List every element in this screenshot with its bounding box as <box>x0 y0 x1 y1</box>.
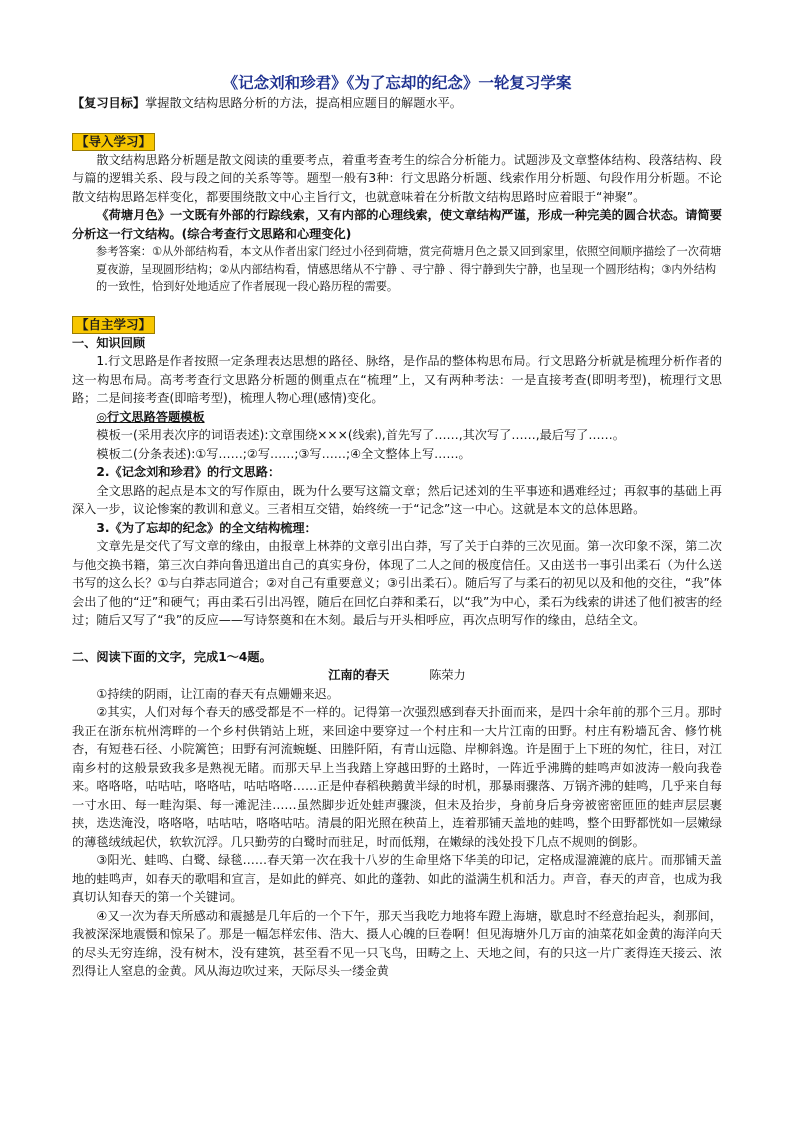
goal-text: 掌握散文结构思路分析的方法，提高相应题目的解题水平。 <box>145 96 462 110</box>
intro-paragraph: 散文结构思路分析题是散文阅读的重要考点，着重考查考生的综合分析能力。试题涉及文章整体结构、段落结构、段与篇的逻辑关系、段与段之间的关系等等。题型一般有3种：行文思路分析题、线索作用分析题、句段作用分析题。不论散文结构思路怎样变化，都要围绕散文中心主旨行文，也就意味着在分析散文结构思路时应着眼于“神聚”。 <box>72 152 722 204</box>
self-heading: 【自主学习】 <box>72 316 155 334</box>
intro-question: 《荷塘月色》一文既有外部的行踪线索，又有内部的心理线索，使文章结构严谨，形成一种完美的圆合状态。请简要分析这一行文结构。(综合考查行文思路和心理变化) <box>72 208 722 241</box>
knowledge-review-title: 一、知识回顾 <box>72 335 146 350</box>
section-2-title: 2.《记念刘和珍君》的行文思路： <box>96 465 281 479</box>
intro-heading-wrap <box>72 131 722 151</box>
answer-text: ①从外部结构看，本文从作者出家门经过小径到荷塘，赏完荷塘月色之景又回到家里，依照空间顺序描绘了一次荷塘夏夜游，呈现圆形结构；②从内部结构看，情感思绪从不宁静 、寻宁静 、得宁静到失宁静，也呈现一个圆形结构；③内外结构的一致性，恰到好处地适应了作者展现一段心路历程的需要。 <box>96 245 722 293</box>
knowledge-paragraph-1: 1.行文思路是作者按照一定条理表达思想的路径、脉络，是作品的整体构思布局。行文思路分析就是梳理分析作者的这一构思布局。高考考查行文思路分析题的侧重点在“梳理”上，又有两种考法：一是直接考查(即明考型)，梳理行文思路；二是间接考查(即暗考型)，梳理人物心理(感情)变化。 <box>72 354 722 405</box>
page-title: 《记念刘和珍君》《为了忘却的纪念》一轮复习学案 <box>222 74 572 92</box>
goal-label: 【复习目标】 <box>72 96 146 110</box>
essay-paragraph-2: ②其实，人们对每个春天的感受都是不一样的。记得第一次强烈感到春天扑面而来，是四十余年前的那个三月。那时我正在浙东杭州湾畔的一个乡村供销站上班，来回途中要穿过一个村庄和一大片江南的田野。村庄有粉墙瓦舍、修竹桃杏，有短巷石径、小院篱笆；田野有河流蜿蜒、田塍阡陌，有青山远隐、岸柳斜逸。许是囿于上下班的匆忙，往日，对江南乡村的这般景致我多是熟视无睹。而那天早上当我踏上穿越田野的土路时，一阵近乎沸腾的蛙鸣声如波涛一般向我卷来。咯咯咯，咕咕咕，咯咯咕，咕咕咯咯……正是仲春稻秧鹅黄半绿的时机，那暴雨骤落、万锅齐沸的蛙鸣，几乎来自每一寸水田、每一畦沟渠、每一滩泥洼……虽然脚步近处蛙声骤淡，但未及抬步，身前身后身旁被密密匝匝的蛙声层层裹挟，迭迭淹没，咯咯咯，咕咕咕，咯咯咕咕。清晨的阳光照在秧苗上，连着那铺天盖地的蛙鸣，整个田野都恍如一层嫩绿的薄毯绒绒起伏，软软沉浮。几只勤劳的白鹭时而驻足，时而低翔，在嫩绿的浅处投下几点不规则的倒影。 <box>72 705 722 849</box>
essay-title: 江南的春天 <box>328 668 390 682</box>
template-two: 模板二(分条表述):①写……;②写……;③写……;④全文整体上写……。 <box>96 446 471 461</box>
answer-label: 参考答案： <box>96 245 152 258</box>
section-3-title: 3.《为了忘却的纪念》的全文结构梳理： <box>96 520 317 535</box>
section-2-paragraph: 全文思路的起点是本文的写作原由，既为什么要写这篇文章；然后记述刘的生平事迹和遇难经过；再叙事的基础上再深入一步，议论惨案的教训和意义。三者相互交错，始终统一于“记念”这一中心。这就是本文的总体思路。 <box>72 483 722 516</box>
essay-title-line <box>72 666 722 685</box>
section-3-paragraph: 文章先是交代了写文章的缘由，由报章上林莽的文章引出白莽，写了关于白莽的三次见面。第一次印象不深，第二次与他交换书籍，第三次白莽向鲁迅道出自己的真实身份，体现了二人之间的极度信任。又由送书一事引出柔石（为什么送书写的这么长？①与白莽志同道合；②对自己有重要意义；③引出柔石）。随后写了与柔石的初见以及和他的交往，“我”体会出了他的“迂”和硬气；再由柔石引出冯铿，随后在回忆白莽和柔石，以“我”为中心，柔石为线索的讲述了他们被害的经过；随后又写了“我”的反应——写诗祭奠和在木刻。最后与开头相呼应，再次点明写作的缘由，总结全文。 <box>72 539 722 627</box>
template-one: 模板一(采用表次序的词语表述):文章围绕×××(线索),首先写了……,其次写了……,最后写了……。 <box>96 428 625 442</box>
intro-answer <box>72 243 722 296</box>
essay-author: 陈荣力 <box>429 668 466 682</box>
intro-heading: 【导入学习】 <box>72 133 155 151</box>
essay-paragraph-3: ③阳光、蛙鸣、白鹭、绿毯……春天第一次在我十八岁的生命里烙下华美的印记，定格成湿漉漉的底片。而那铺天盖地的蛙鸣声，如春天的歌唱和宣言，是如此的鲜亮、如此的蓬勃、如此的溢满生机和活力。声音，春天的声音，也成为我真切认知春天的第一个关键词。 <box>72 853 722 904</box>
essay-paragraph-4: ④又一次为春天所感动和震撼是几年后的一个下午，那天当我吃力地将车蹬上海塘，歇息时不经意抬起头，刹那间，我被深深地震慑和惊呆了。那是一幅怎样宏伟、浩大、摄人心魄的巨卷啊！但见海塘外几万亩的油菜花如金黄的海洋向天的尽头无穷连绵，没有树木，没有建筑，甚至看不见一只飞鸟，田畴之上、天地之间，有的只这一片广袤得连天接云、浓烈得让人窒息的金黄。风从海边吹过来，天际尽头一缕金黄 <box>72 908 722 978</box>
template-heading: ◎行文思路答题模板 <box>96 409 205 424</box>
review-goal <box>72 94 722 113</box>
reading-title: 二、阅读下面的文字，完成1～4题。 <box>72 649 272 664</box>
essay-paragraph-1: ①持续的阴雨，让江南的春天有点姗姗来迟。 <box>96 686 339 701</box>
document-page <box>72 72 722 981</box>
self-heading-wrap <box>72 314 722 334</box>
